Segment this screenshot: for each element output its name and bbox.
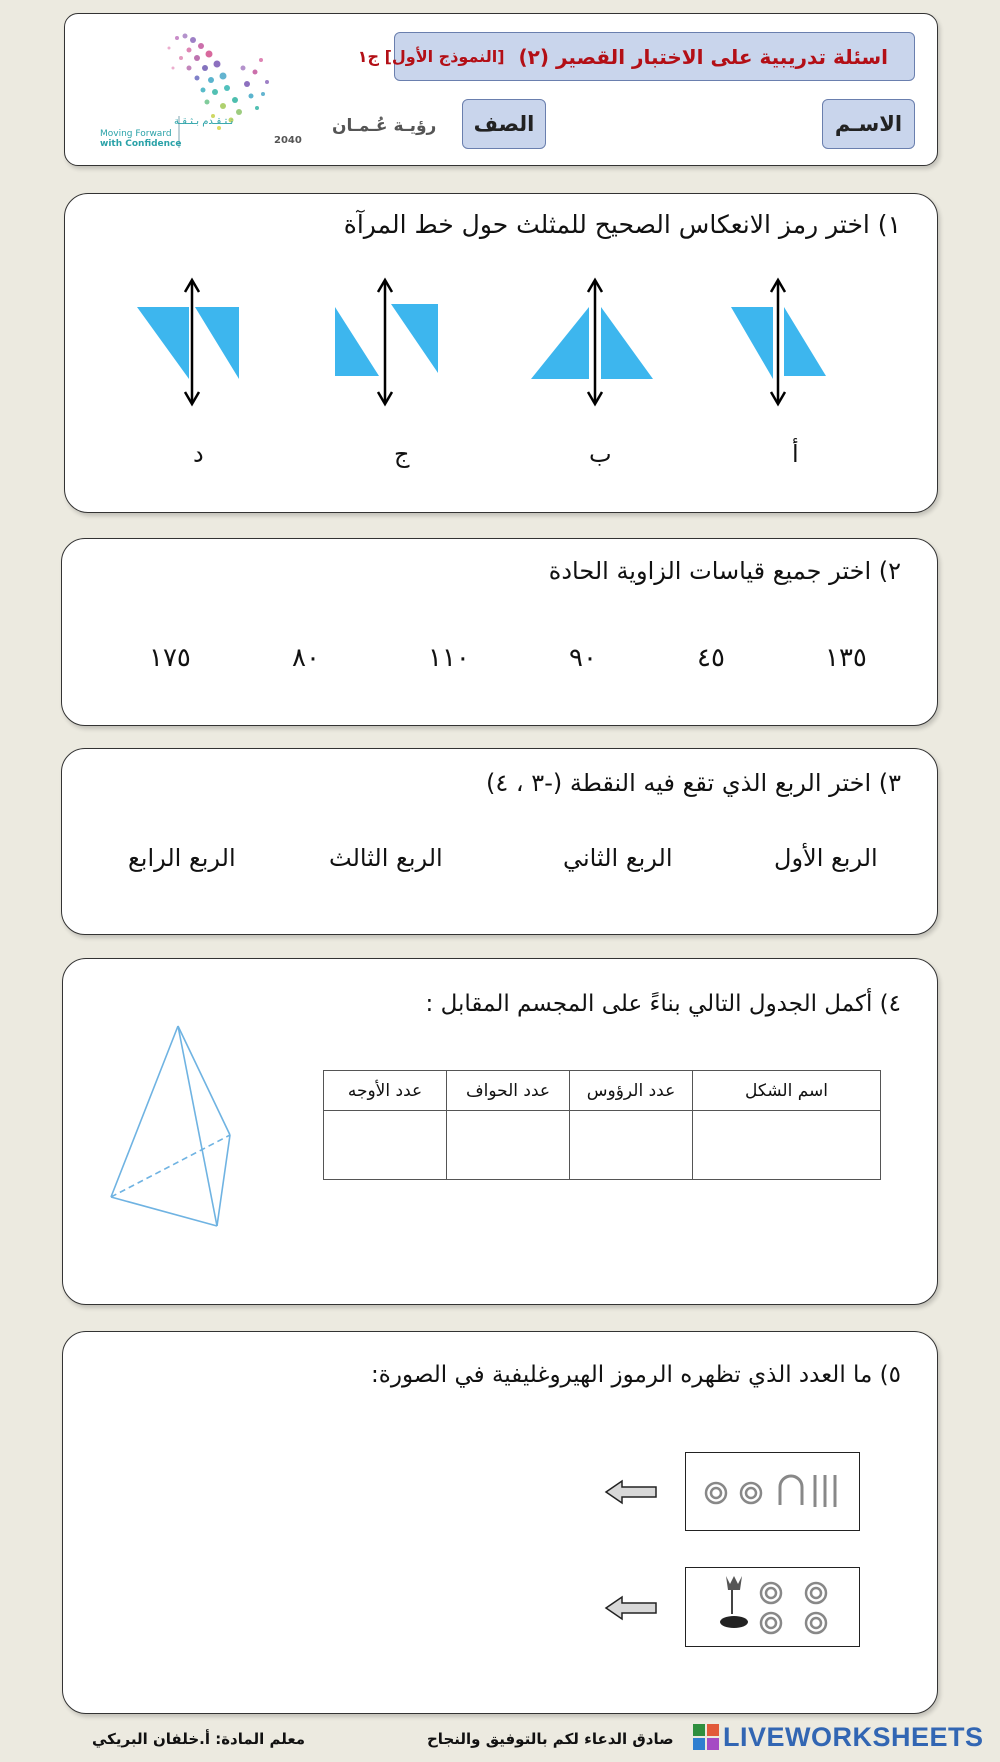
option-2-110[interactable]: ١١٠ [428,643,470,673]
name-field[interactable]: الاسـم [822,99,915,149]
option-3-first-quadrant[interactable]: الربع الأول [774,844,878,872]
logo-tag-en-2: with Confidence [100,139,182,149]
liveworksheets-icon [692,1723,720,1751]
question-5-panel [62,1331,938,1714]
footer-wishes: صادق الدعاء لكم بالتوفيق والنجاح [427,1730,674,1748]
table-header-vertices: عدد الرؤوس [570,1071,693,1111]
question-3-text: ٣) اختر الربع الذي تقع فيه النقطة (-٣ ، ٤) [486,769,901,797]
hieroglyph-box-2 [685,1567,860,1647]
answer-shape-name[interactable] [693,1111,881,1180]
solid-properties-table [323,1070,881,1180]
hieroglyph-box-1 [685,1452,860,1531]
question-4-text: ٤) أكمل الجدول التالي بناءً على المجسم المقابل : [425,991,901,1017]
option-2-80[interactable]: ٨٠ [292,643,320,673]
question-1-text: ١) اختر رمز الانعكاس الصحيح للمثلث حول خط المرآة [343,210,901,239]
answer-edges[interactable] [447,1111,570,1180]
logo-tag-ar: نـتـقـدم بـثـقـة [174,116,234,127]
coil-icon [706,1483,761,1503]
option-1-d-label: د [193,440,204,468]
option-2-135[interactable]: ١٣٥ [825,643,867,673]
table-header-shape-name: اسم الشكل [693,1071,881,1111]
answer-faces[interactable] [324,1111,447,1180]
title-sub: [النموذج الأول] ج١ [357,47,505,66]
option-1-c[interactable] [331,274,471,414]
arrow-left-icon [604,1478,658,1506]
answer-vertices[interactable] [570,1111,693,1180]
question-5-text: ٥) ما العدد الذي تظهره الرموز الهيروغليفية في الصورة: [371,1362,901,1388]
liveworksheets-brand[interactable]: LIVEWORKSHEETS [692,1722,984,1752]
option-2-90[interactable]: ٩٠ [569,643,597,673]
option-3-third-quadrant[interactable]: الربع الثالث [329,844,443,872]
footer-teacher: معلم المادة: أ.خلفان البريكي [92,1730,306,1748]
question-3-panel [61,748,938,935]
option-1-a-label: أ [792,440,799,468]
option-2-175[interactable]: ١٧٥ [149,643,191,673]
option-3-fourth-quadrant[interactable]: الربع الرابع [128,844,236,872]
coil-icon [761,1583,826,1633]
option-1-a[interactable] [725,274,865,414]
logo-vision-text: رؤيـة عُـمـان [332,116,437,136]
option-1-d[interactable] [133,274,273,414]
question-2-panel [61,538,938,726]
question-1-panel [64,193,938,513]
lotus-icon [720,1576,748,1628]
question-2-text: ٢) اختر جميع قياسات الزاوية الحادة [548,557,901,585]
option-1-b-label: ب [589,440,612,468]
logo-year-text: 2040 [274,135,302,146]
heel-bone-icon [780,1476,802,1505]
class-field[interactable]: الصف [462,99,546,149]
option-1-b[interactable] [525,274,665,414]
worksheet-title [357,32,915,81]
table-header-edges: عدد الحواف [447,1071,570,1111]
pyramid-figure [103,1022,273,1242]
stroke-icon [815,1475,835,1507]
logo-tag-en-1: Moving Forward [100,129,172,139]
table-header-faces: عدد الأوجه [324,1071,447,1111]
arrow-left-icon [604,1594,658,1622]
title-main: اسئلة تدريبية على الاختبار القصير (٢) [518,44,888,69]
option-3-second-quadrant[interactable]: الربع الثاني [563,844,673,872]
option-2-45[interactable]: ٤٥ [697,643,725,673]
option-1-c-label: ج [394,440,410,468]
